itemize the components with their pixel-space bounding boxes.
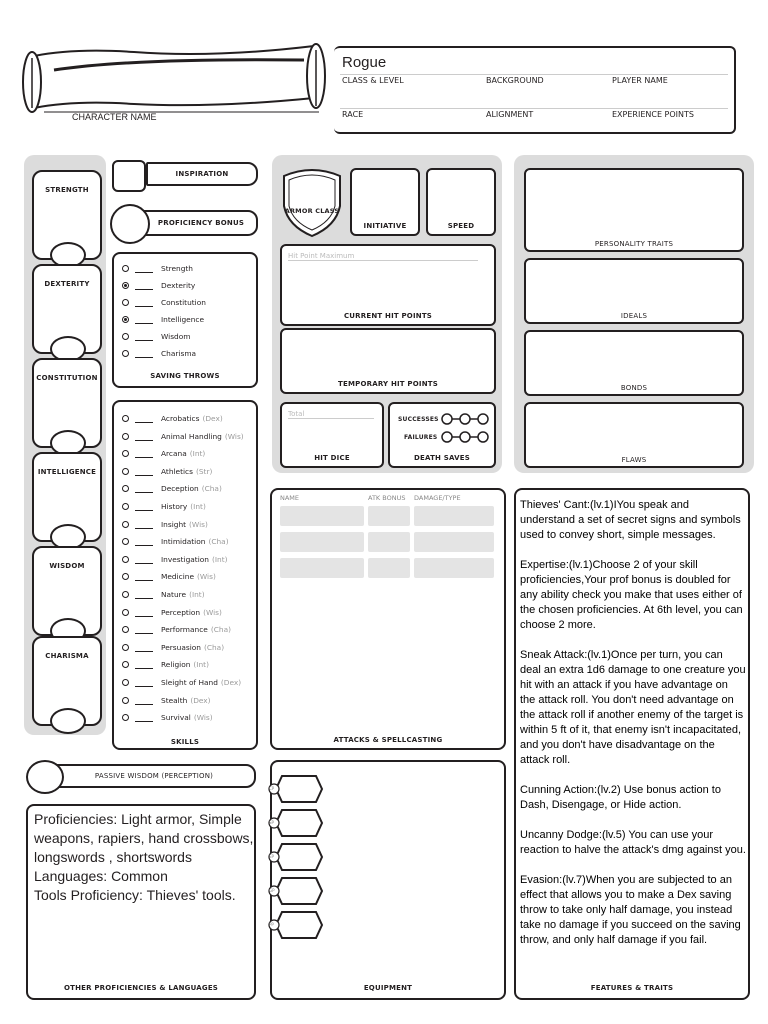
saving-throw-label: Strength <box>161 264 193 273</box>
saving-throw-label: Charisma <box>161 349 197 358</box>
features-traits-title: FEATURES & TRAITS <box>590 984 674 992</box>
saving-throw-dexterity[interactable] <box>122 278 195 293</box>
ability-dexterity[interactable] <box>32 264 102 354</box>
ability-label: WISDOM <box>49 562 85 570</box>
proficiency-radio[interactable] <box>122 450 129 457</box>
proficiency-radio[interactable] <box>122 697 129 704</box>
ideals-box[interactable] <box>524 258 744 324</box>
skill-ability: (Int) <box>193 660 209 670</box>
coin-label: PP <box>269 922 274 927</box>
saving-throw-constitution[interactable] <box>122 295 206 310</box>
skill-row[interactable] <box>122 657 209 672</box>
skill-row[interactable] <box>122 552 228 567</box>
skill-ability: (Wis) <box>189 519 208 529</box>
other-proficiencies-title: OTHER PROFICIENCIES & LANGUAGES <box>63 984 219 992</box>
ability-wisdom[interactable] <box>32 546 102 636</box>
proficiency-radio[interactable] <box>122 609 129 616</box>
skill-name: Arcana <box>161 449 187 459</box>
attack-bonus-field[interactable] <box>368 532 410 552</box>
attacks-panel <box>270 488 506 750</box>
attack-bonus-field[interactable] <box>368 506 410 526</box>
skill-ability: (Cha) <box>201 484 222 494</box>
hp-max-field[interactable]: Hit Point Maximum <box>288 252 478 261</box>
proficiency-bonus-label: PROFICIENCY BONUS <box>157 219 245 227</box>
class-level-label: CLASS & LEVEL <box>342 76 404 85</box>
skill-row[interactable] <box>122 534 229 549</box>
saving-throw-strength[interactable] <box>122 261 193 276</box>
coin-box[interactable] <box>268 808 324 838</box>
skill-row[interactable] <box>122 446 205 461</box>
skill-name: Survival <box>161 713 191 723</box>
proficiency-radio[interactable] <box>122 299 129 306</box>
proficiency-radio[interactable] <box>122 468 129 475</box>
skill-row[interactable] <box>122 605 222 620</box>
skill-row[interactable] <box>122 429 244 444</box>
ability-charisma[interactable] <box>32 636 102 726</box>
feature-paragraph: Evasion:(lv.7)When you are subjected to an effect that allows you to make a Dex saving throw to take only half damage, you instead take no damage if you succeed on the saving throw, and only half damage if you fail. <box>520 874 741 946</box>
character-name-label: CHARACTER NAME <box>72 112 157 122</box>
proficiency-line: weapons, rapiers, hand crossbows, <box>34 830 254 846</box>
ability-label: INTELLIGENCE <box>37 468 97 476</box>
skill-row[interactable] <box>122 693 211 708</box>
passive-wisdom-field <box>46 764 256 788</box>
skill-ability: (Cha) <box>203 642 225 652</box>
skill-row[interactable] <box>122 569 216 584</box>
proficiency-radio[interactable] <box>122 282 129 289</box>
saving-throw-charisma[interactable] <box>122 346 196 361</box>
skill-name: Animal Handling <box>161 431 222 441</box>
inspiration-checkbox[interactable] <box>112 160 146 192</box>
character-name-banner[interactable] <box>14 38 334 130</box>
attack-col-name: NAME <box>280 494 300 502</box>
saving-throws-title: SAVING THROWS <box>150 372 220 380</box>
skill-name: Investigation <box>161 554 209 564</box>
proficiency-line: Proficiencies: Light armor, Simple <box>34 811 242 827</box>
skill-ability: (Dex) <box>202 414 223 423</box>
skill-name: Performance <box>161 625 208 635</box>
armor-class-shield[interactable] <box>280 166 344 238</box>
proficiency-radio[interactable] <box>122 485 129 492</box>
bonds-box[interactable] <box>524 330 744 396</box>
attack-col-atk: ATK BONUS <box>368 494 406 502</box>
skill-row[interactable] <box>122 499 206 514</box>
feature-paragraph: Uncanny Dodge:(lv.5) You can use your reaction to halve the attack's dmg against you. <box>520 829 746 856</box>
skill-ability: (Wis) <box>203 607 222 617</box>
skill-ability: (Cha) <box>208 537 229 547</box>
feature-paragraph: Expertise:(lv.1)Choose 2 of your skill proficiencies,Your prof bonus is doubled for any ability check you make that uses either of the chosen proficiencies. At 6th level, you can choose 2 more. <box>520 559 743 631</box>
proficiency-radio[interactable] <box>122 433 129 440</box>
passive-wisdom-circle[interactable] <box>26 760 64 794</box>
attack-damage-field[interactable] <box>414 558 494 578</box>
coin-label: EP <box>269 854 274 859</box>
skill-name: Acrobatics <box>161 414 200 423</box>
proficiency-radio[interactable] <box>122 591 129 598</box>
successes-label: SUCCESSES <box>398 416 439 423</box>
proficiency-radio[interactable] <box>122 415 129 422</box>
saving-throw-label: Constitution <box>161 298 206 307</box>
initiative-label: INITIATIVE <box>363 222 407 230</box>
current-hp-label: CURRENT HIT POINTS <box>343 312 433 320</box>
armor-class-label: ARMOR CLASS <box>284 207 340 215</box>
inspiration-field <box>146 162 258 186</box>
background-label: BACKGROUND <box>486 76 544 85</box>
skill-ability: (Wis) <box>197 572 216 582</box>
failures-checkboxes-icon[interactable] <box>440 430 490 444</box>
bonds-label: BONDS <box>620 384 648 392</box>
speed-box[interactable] <box>426 168 496 236</box>
personality-traits-box[interactable] <box>524 168 744 252</box>
attack-name-field[interactable] <box>280 532 364 552</box>
skills-title: SKILLS <box>170 738 200 746</box>
skill-ability: (Cha) <box>210 625 231 635</box>
proficiency-radio[interactable] <box>122 644 129 651</box>
feature-paragraph: Thieves' Cant:(lv.1)IYou speak and understand a set of secret signs and symbols used to convey short, simple messages. <box>520 499 741 541</box>
attack-name-field[interactable] <box>280 558 364 578</box>
skill-name: History <box>161 502 188 511</box>
feature-paragraph: Cunning Action:(lv.2) Use bonus action to Dash, Disengage, or Hide action. <box>520 784 721 811</box>
class-level-value[interactable]: Rogue <box>342 54 387 71</box>
skill-name: Intimidation <box>161 537 206 547</box>
feature-paragraph: Sneak Attack:(lv.1)Once per turn, you can deal an extra 1d6 damage to one creature you hit with an attack if you have advantage on the attack roll. You don't need advantage on the attack roll if another enemy of the target is within 5 ft of it, that enemy isn't incapacitated, and you don't have disadvantage on the attack roll. <box>520 649 746 766</box>
saving-throws-panel <box>112 252 258 388</box>
skill-row[interactable] <box>122 411 223 426</box>
skill-row[interactable] <box>122 675 241 690</box>
skill-name: Medicine <box>161 572 195 582</box>
coin-hexagon-icon <box>268 876 324 906</box>
skill-row[interactable] <box>122 640 224 655</box>
proficiency-radio[interactable] <box>122 350 129 357</box>
proficiency-radio[interactable] <box>122 661 129 668</box>
skill-ability: (Int) <box>189 590 205 599</box>
saving-throw-label: Dexterity <box>161 281 196 290</box>
flaws-box[interactable] <box>524 402 744 468</box>
skill-name: Persuasion <box>161 642 201 652</box>
skill-row[interactable] <box>122 587 205 602</box>
skill-row[interactable] <box>122 464 212 479</box>
scroll-banner-icon <box>14 38 334 130</box>
proficiency-radio[interactable] <box>122 626 129 633</box>
skill-row[interactable] <box>122 517 208 532</box>
skill-row[interactable] <box>122 710 213 725</box>
equipment-panel[interactable] <box>270 760 506 1000</box>
coin-box[interactable] <box>268 842 324 872</box>
proficiency-line: Languages: Common <box>34 868 168 884</box>
skill-ability: (Dex) <box>190 695 211 705</box>
coin-hexagon-icon <box>268 808 324 838</box>
skill-name: Insight <box>161 519 187 529</box>
proficiency-radio[interactable] <box>122 333 129 340</box>
proficiency-line: longswords , shortswords <box>34 849 192 865</box>
ability-label: CHARISMA <box>45 652 89 660</box>
alignment-label: ALIGNMENT <box>486 110 534 119</box>
death-saves-label: DEATH SAVES <box>414 454 470 462</box>
coin-hexagon-icon <box>268 910 324 940</box>
temp-hp-box[interactable] <box>280 328 496 394</box>
saving-throw-intelligence[interactable] <box>122 312 204 327</box>
attacks-title: ATTACKS & SPELLCASTING <box>333 736 443 744</box>
death-saves-box <box>388 402 496 468</box>
proficiency-radio[interactable] <box>122 714 129 721</box>
proficiency-line: Tools Proficiency: Thieves' tools. <box>34 887 236 903</box>
attack-damage-field[interactable] <box>414 532 494 552</box>
coin-label: GP <box>269 888 275 893</box>
ability-strength[interactable] <box>32 170 102 260</box>
ability-modifier-oval[interactable] <box>50 708 86 734</box>
skill-name: Athletics <box>161 466 193 476</box>
hit-dice-box[interactable] <box>280 402 384 468</box>
skill-name: Sleight of Hand <box>161 678 218 687</box>
features-text[interactable] <box>520 498 746 948</box>
skill-ability: (Int) <box>189 449 206 459</box>
skill-name: Deception <box>161 484 199 494</box>
shield-icon <box>280 166 344 238</box>
ability-label: CONSTITUTION <box>36 374 98 382</box>
proficiencies-text[interactable] <box>34 810 253 905</box>
skill-ability: (Wis) <box>224 431 244 441</box>
header-info-box <box>334 46 736 134</box>
failures-label: FAILURES <box>404 434 438 441</box>
skill-name: Stealth <box>161 695 188 705</box>
attack-col-dmg: DAMAGE/TYPE <box>414 494 461 502</box>
proficiency-radio[interactable] <box>122 503 129 510</box>
skill-name: Religion <box>161 660 191 670</box>
successes-checkboxes-icon[interactable] <box>440 412 490 426</box>
ability-label: DEXTERITY <box>44 280 90 288</box>
flaws-label: FLAWS <box>621 456 647 464</box>
ideals-label: IDEALS <box>620 312 648 320</box>
skills-panel <box>112 400 258 750</box>
inspiration-label: INSPIRATION <box>175 170 229 178</box>
proficiency-radio[interactable] <box>122 679 129 686</box>
ability-intelligence[interactable] <box>32 452 102 542</box>
attack-bonus-field[interactable] <box>368 558 410 578</box>
proficiency-radio[interactable] <box>122 316 129 323</box>
personality-traits-label: PERSONALITY TRAITS <box>594 240 674 248</box>
saving-throw-wisdom[interactable] <box>122 329 190 344</box>
skill-row[interactable] <box>122 481 222 496</box>
hit-dice-label: HIT DICE <box>314 454 350 462</box>
proficiency-radio[interactable] <box>122 521 129 528</box>
coin-label: SP <box>269 820 274 825</box>
proficiency-radio[interactable] <box>122 538 129 545</box>
temp-hp-label: TEMPORARY HIT POINTS <box>338 380 438 388</box>
player-name-label: PLAYER NAME <box>612 76 668 85</box>
proficiency-radio[interactable] <box>122 556 129 563</box>
features-traits-panel[interactable] <box>514 488 750 1000</box>
skill-ability: (Str) <box>195 466 213 476</box>
coin-hexagon-icon <box>268 842 324 872</box>
skill-name: Nature <box>161 590 187 599</box>
skill-ability: (Dex) <box>220 678 242 687</box>
initiative-box[interactable] <box>350 168 420 236</box>
passive-wisdom-label: PASSIVE WISDOM (PERCEPTION) <box>94 772 214 780</box>
current-hp-box[interactable] <box>280 244 496 326</box>
ability-label: STRENGTH <box>45 186 89 194</box>
other-proficiencies-panel[interactable] <box>26 804 256 1000</box>
coin-label: CP <box>269 786 275 791</box>
skill-ability: (Wis) <box>193 713 213 723</box>
proficiency-radio[interactable] <box>122 265 129 272</box>
saving-throw-label: Wisdom <box>161 332 191 341</box>
saving-throw-label: Intelligence <box>161 315 205 324</box>
equipment-title: EQUIPMENT <box>363 984 413 992</box>
skill-ability: (Int) <box>190 502 206 511</box>
attack-name-field[interactable] <box>280 506 364 526</box>
speed-label: SPEED <box>447 222 475 230</box>
attack-damage-field[interactable] <box>414 506 494 526</box>
skill-ability: (Int) <box>211 554 228 564</box>
experience-points-label: EXPERIENCE POINTS <box>612 110 694 119</box>
coin-box[interactable] <box>268 910 324 940</box>
coin-box[interactable] <box>268 876 324 906</box>
coin-hexagon-icon <box>268 774 324 804</box>
ability-constitution[interactable] <box>32 358 102 448</box>
proficiency-radio[interactable] <box>122 573 129 580</box>
skill-row[interactable] <box>122 622 231 637</box>
race-label: RACE <box>342 110 364 119</box>
skill-name: Perception <box>161 607 201 617</box>
coin-box[interactable] <box>268 774 324 804</box>
hit-dice-total[interactable]: Total <box>288 410 374 419</box>
proficiency-bonus-circle[interactable] <box>110 204 150 244</box>
